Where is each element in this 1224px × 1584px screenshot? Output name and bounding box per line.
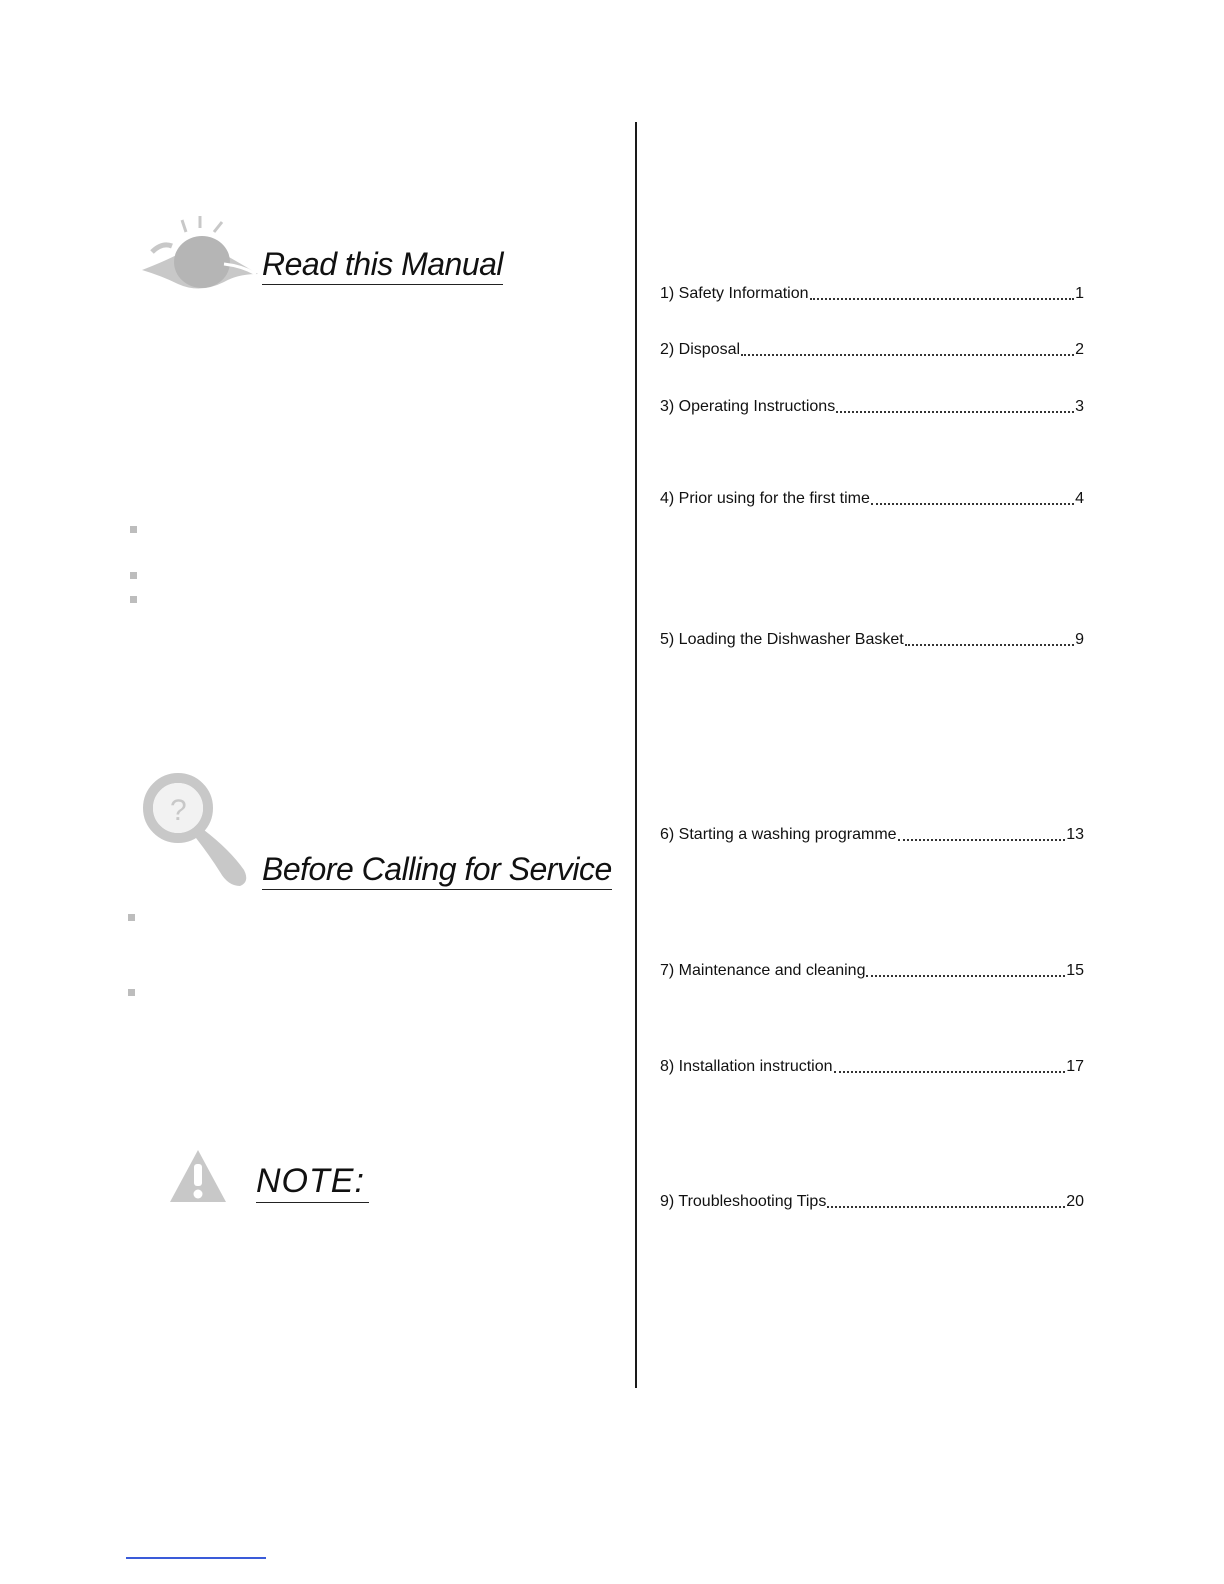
toc-entry[interactable]	[660, 1192, 1084, 1212]
toc-entry-label: 9) Troubleshooting Tips	[660, 1193, 827, 1210]
bullet-marker	[130, 526, 137, 533]
toc-entry[interactable]	[660, 825, 1084, 845]
toc-entry-label: 5) Loading the Dishwasher Basket	[660, 631, 904, 648]
toc-entry-page: 17	[1066, 1058, 1084, 1075]
toc-leader-dots	[898, 839, 1066, 841]
toc-leader-dots	[836, 411, 1074, 413]
toc-entry[interactable]	[660, 397, 1084, 417]
bullet-marker	[128, 989, 135, 996]
toc-entry[interactable]	[660, 1057, 1084, 1077]
toc-entry-label: 2) Disposal	[660, 341, 741, 358]
note-heading: NOTE:	[256, 1164, 369, 1203]
bullet-marker	[128, 914, 135, 921]
warning-icon	[168, 1148, 228, 1204]
toc-entry-page: 15	[1066, 962, 1084, 979]
toc-entry[interactable]	[660, 961, 1084, 981]
toc-entry-label: 3) Operating Instructions	[660, 398, 836, 415]
read-manual-heading: Read this Manual	[262, 248, 503, 285]
toc-entry[interactable]	[660, 489, 1084, 509]
toc-entry-label: 6) Starting a washing programme	[660, 826, 897, 843]
toc-leader-dots	[741, 354, 1074, 356]
svg-text:?: ?	[170, 794, 187, 827]
toc-entry-label: 1) Safety Information	[660, 285, 809, 302]
before-service-heading: Before Calling for Service	[262, 853, 612, 890]
magnifier-question-icon	[140, 772, 252, 890]
column-divider	[635, 122, 637, 1388]
toc-leader-dots	[905, 644, 1074, 646]
toc-leader-dots	[810, 298, 1075, 300]
eye-icon	[138, 212, 262, 292]
toc-entry-page: 9	[1075, 631, 1084, 648]
toc-leader-dots	[866, 975, 1065, 977]
bullet-marker	[130, 596, 137, 603]
bullet-marker	[130, 572, 137, 579]
footer-rule	[126, 1557, 266, 1559]
toc-entry[interactable]	[660, 630, 1084, 650]
toc-leader-dots	[827, 1206, 1065, 1208]
toc-entry-label: 7) Maintenance and cleaning	[660, 962, 866, 979]
toc-entry[interactable]	[660, 340, 1084, 360]
toc-leader-dots	[834, 1071, 1066, 1073]
toc-entry-page: 1	[1075, 285, 1084, 302]
toc-entry-label: 4) Prior using for the first time	[660, 490, 870, 507]
toc-entry-page: 3	[1075, 398, 1084, 415]
toc-entry-page: 13	[1066, 826, 1084, 843]
toc-entry-page: 2	[1075, 341, 1084, 358]
toc-entry-page: 4	[1075, 490, 1084, 507]
toc-leader-dots	[871, 503, 1074, 505]
toc-entry[interactable]	[660, 284, 1084, 304]
toc-entry-page: 20	[1066, 1193, 1084, 1210]
toc-entry-label: 8) Installation instruction	[660, 1058, 833, 1075]
